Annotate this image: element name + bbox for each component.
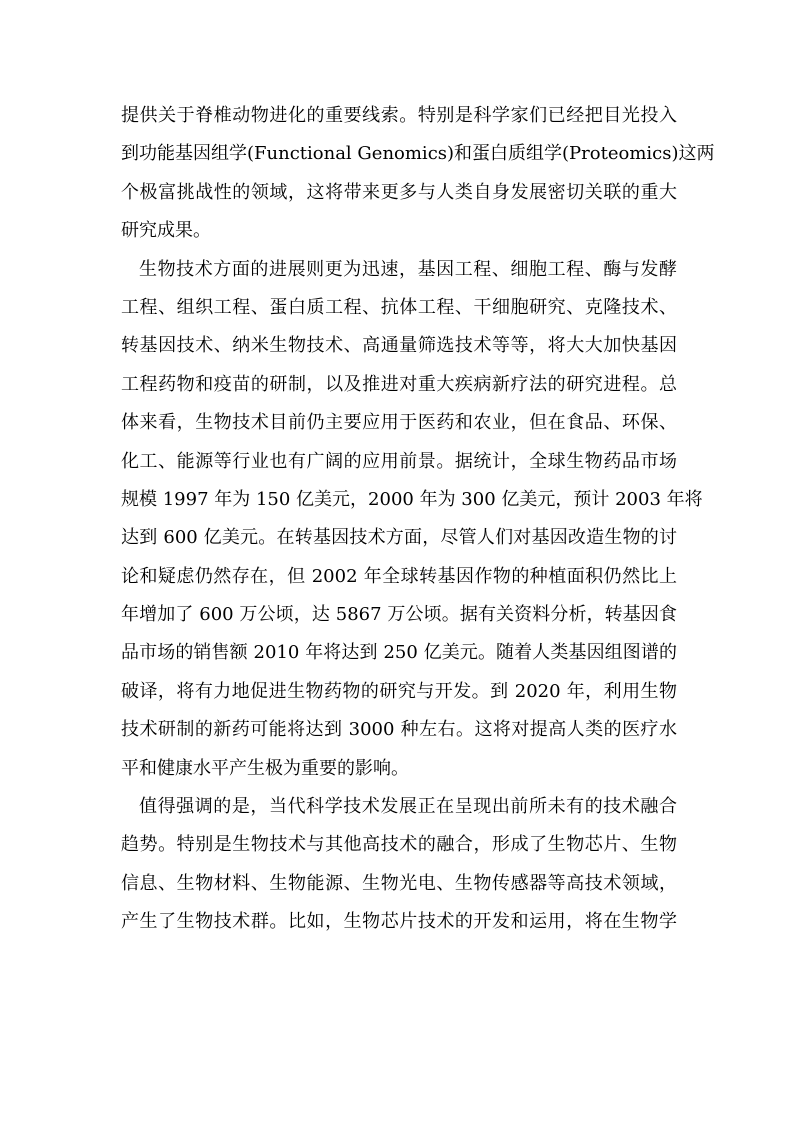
text-line: 品市场的销售额 2010 年将达到 250 亿美元。随着人类基因组图谱的 xyxy=(121,642,677,664)
text-line: 年增加了 600 万公顷，达 5867 万公顷。据有关资料分析，转基因食 xyxy=(121,604,677,626)
text-line: 研究成果。 xyxy=(121,220,211,242)
document-body xyxy=(121,97,715,942)
text-line: 化工、能源等行业也有广阔的应用前景。据统计，全球生物药品市场 xyxy=(121,450,677,472)
text-line: 产生了生物技术群。比如，生物芯片技术的开发和运用，将在生物学 xyxy=(121,911,677,933)
text-line: 规模 1997 年为 150 亿美元，2000 年为 300 亿美元，预计 2003 年将 xyxy=(121,488,703,510)
text-line: 转基因技术、纳米生物技术、高通量筛选技术等等，将大大加快基因 xyxy=(121,335,677,357)
text-line: 工程、组织工程、蛋白质工程、抗体工程、干细胞研究、克隆技术、 xyxy=(121,296,677,318)
paragraph-2 xyxy=(121,251,703,788)
text-line: 个极富挑战性的领域，这将带来更多与人类自身发展密切关联的重大 xyxy=(121,181,677,203)
text-line: 体来看，生物技术目前仍主要应用于医药和农业，但在食品、环保、 xyxy=(121,412,677,434)
text-line: 趋势。特别是生物技术与其他高技术的融合，形成了生物芯片、生物 xyxy=(121,834,677,856)
text-line: 破译，将有力地促进生物药物的研究与开发。到 2020 年，利用生物 xyxy=(121,680,677,702)
text-line: 达到 600 亿美元。在转基因技术方面，尽管人们对基因改造生物的讨 xyxy=(121,527,677,549)
text-line: 论和疑虑仍然存在，但 2002 年全球转基因作物的种植面积仍然比上 xyxy=(121,565,677,587)
text-line: 技术研制的新药可能将达到 3000 种左右。这将对提高人类的医疗水 xyxy=(121,719,677,741)
text-line: 提供关于脊椎动物进化的重要线索。特别是科学家们已经把目光投入 xyxy=(121,105,677,126)
text-line: 到功能基因组学(Functional Genomics)和蛋白质组学(Proteomics)这两 xyxy=(121,143,715,165)
paragraph-1 xyxy=(121,97,715,251)
text-line: 值得强调的是，当代科学技术发展正在呈现出前所未有的技术融合 xyxy=(139,796,677,818)
text-line: 生物技术方面的进展则更为迅速，基因工程、细胞工程、酶与发酵 xyxy=(139,258,677,280)
paragraph-3 xyxy=(121,788,677,942)
text-line: 工程药物和疫苗的研制，以及推进对重大疾病新疗法的研究进程。总 xyxy=(121,373,677,395)
text-line: 信息、生物材料、生物能源、生物光电、生物传感器等高技术领域， xyxy=(121,872,677,894)
text-line: 平和健康水平产生极为重要的影响。 xyxy=(121,757,409,779)
